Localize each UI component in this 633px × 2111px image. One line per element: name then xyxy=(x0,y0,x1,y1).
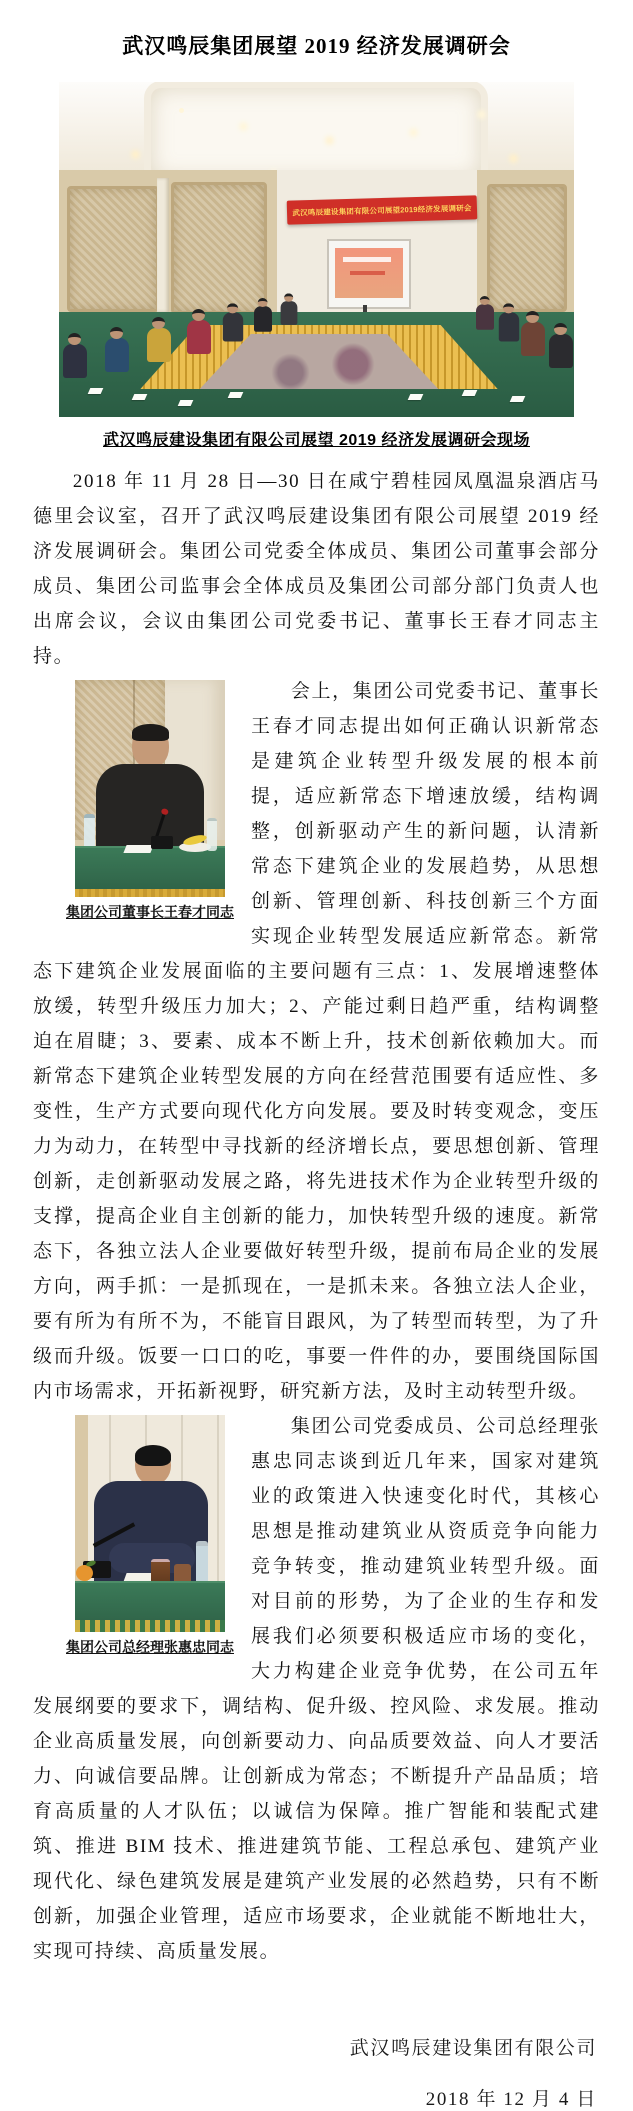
photo-wang-chuncai xyxy=(75,680,225,897)
photo-zhang-huizhong xyxy=(75,1415,225,1632)
photo-wall-column xyxy=(75,1415,88,1583)
main-photo-caption: 武汉鸣辰建设集团有限公司展望 2019 经济发展调研会现场 xyxy=(103,432,530,449)
page-title: 武汉鸣辰集团展望 2019 经济发展调研会 xyxy=(122,34,511,58)
person-silhouette xyxy=(521,322,545,356)
paper-sheet xyxy=(462,390,478,396)
paper-sheet xyxy=(178,400,194,406)
table-fringe xyxy=(75,889,225,897)
person-silhouette xyxy=(549,334,573,368)
person-silhouette xyxy=(499,313,519,342)
paper-sheet xyxy=(228,392,244,398)
wall-panel xyxy=(171,182,267,314)
paper-sheet xyxy=(408,394,424,400)
person-silhouette xyxy=(476,304,494,330)
article-body xyxy=(0,450,633,1969)
person-silhouette xyxy=(147,328,171,362)
table-trim xyxy=(75,1620,225,1632)
paragraph-3: 集团公司党委成员、公司总经理张惠忠同志谈到近几年来，国家对建筑业的政策进入快速变化时代，其核心思想是推动建筑业从资质竞争向能力竞争转变，推动建筑业转型升级。面对目前的形势，为了企业的生存和发展我们必须要积极适应市场的变化，大力构建企业竞争优势，在公司五年发展纲要的要求下，调结构、促升级、控风险、求发展。推动企业高质量发展，向创新要动力、向品质要效益、向人才要活力、向诚信要品牌。让创新成为常态；不断提升产品品质；培育高质量的人才队伍；以诚信为保障。推广智能和装配式建筑、推进 BIM 技术、推进建筑节能、工程总承包、建筑产业现代化、绿色建筑发展是建筑产业发展的必然趋势，只有不断创新，加强企业管理，适应市场要求，企业就能不断地壮大，实现可持续、高质量发展。 xyxy=(33,1416,600,1962)
paper-sheet xyxy=(88,388,104,394)
person-head xyxy=(135,1445,171,1485)
person-silhouette xyxy=(63,344,87,378)
person-head xyxy=(132,724,169,768)
conference-room-photo xyxy=(59,82,574,417)
paragraph-1: 2018 年 11 月 28 日—30 日在咸宁碧桂园凤凰温泉酒店马德里会议室，召开了武汉鸣辰建设集团有限公司展望 2019 经济发展调研会。集团公司党委全体成员、集团公司董事会部分成员、集团公司监事会全体成员及集团公司部分部门负责人也出席会议，会议由集团公司党委书记、董事长王春才同志主持。 xyxy=(33,471,600,667)
signature-company: 武汉鸣辰建设集团有限公司 xyxy=(349,2038,597,2059)
person-silhouette xyxy=(187,320,211,354)
water-bottle xyxy=(207,818,217,851)
wall-panel xyxy=(67,186,159,312)
paper-sheet xyxy=(123,845,153,853)
paper-sheet xyxy=(132,394,148,400)
slide-content xyxy=(335,248,403,298)
person-silhouette xyxy=(105,338,129,372)
person-silhouette xyxy=(223,313,243,342)
photo-wall-right xyxy=(477,170,574,320)
wall-panel xyxy=(487,184,567,312)
signature-date: 2018 年 12 月 4 日 xyxy=(425,2089,597,2110)
signature-block xyxy=(0,1969,633,2111)
person-silhouette xyxy=(254,306,272,332)
projector-screen xyxy=(327,239,411,309)
photo-wang-block xyxy=(61,680,239,923)
photo-zhang-caption: 集团公司总经理张惠忠同志 xyxy=(66,1639,234,1655)
photo-wang-caption: 集团公司董事长王春才同志 xyxy=(66,904,234,920)
person-silhouette xyxy=(281,301,298,325)
tangerine xyxy=(76,1565,93,1581)
ceiling-lights xyxy=(179,108,184,113)
wall-pilaster xyxy=(157,178,169,312)
photo-zhang-block xyxy=(61,1415,239,1658)
photo-ceiling-cove xyxy=(151,88,481,178)
microphone-base xyxy=(151,836,173,849)
paper-sheet xyxy=(510,396,526,402)
photo-wall-left xyxy=(59,170,277,320)
paragraph-2: 会上，集团公司党委书记、董事长王春才同志提出如何正确认识新常态是建筑企业转型升级发展的根本前提，适应新常态下增速放缓，结构调整，创新驱动产生的新问题，认清新常态下建筑企业的发展趋势，从思想创新、管理创新、科技创新三个方面实现企业转型发展适应新常态。新常态下建筑企业发展面临的主要问题有三点：1、发展增速整体放缓，转型升级压力加大；2、产能过剩日趋严重，结构调整迫在眉睫；3、要素、成本不断上升，技术创新依赖加大。而新常态下建筑企业转型发展的方向在经营范围要有适应性、多变性，生产方式要向现代化方向发展。要及时转变观念，变压力为动力，在转型中寻找新的经济增长点，要思想创新、管理创新，走创新驱动发展之路，将先进技术作为企业转型升级的支撑，提高企业自主创新的能力，加快转型升级的速度。新常态下，各独立法人企业要做好转型升级，提前布局企业的发展方向，两手抓：一是抓现在，一是抓未来。各独立法人企业，要有所为有所不为，不能盲目跟风，为了转型而转型，为了升级而升级。饭要一口口的吃，事要一件件的办，要围绕国际国内市场需求，开拓新视野，研究新方法，及时主动转型升级。 xyxy=(33,681,600,1402)
conference-banner: 武汉鸣辰建设集团有限公司展望2019经济发展调研会 xyxy=(287,195,478,224)
